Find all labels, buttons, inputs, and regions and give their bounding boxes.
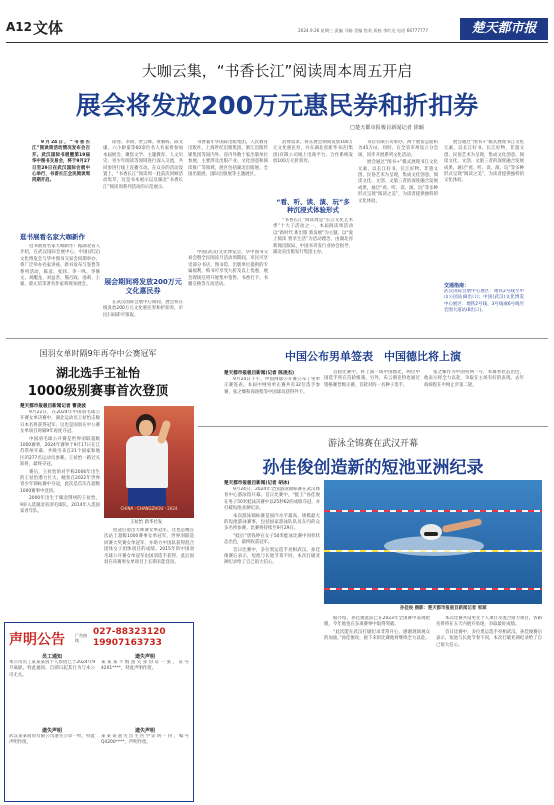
page-header bbox=[0, 0, 554, 43]
traffic-guide bbox=[444, 282, 524, 333]
lead-byline: □楚天都市报极目新闻记者 徐颖 bbox=[350, 125, 424, 131]
tennis-col3: 张之臻作为中国男网一号，本赛季状态出色，他表示将全力以赴，争取在主场有好的表现。去年商竣程在中网止步第二轮。 bbox=[424, 370, 524, 388]
ad-item-title: 遗失声明 bbox=[134, 728, 155, 734]
swimmer-splash bbox=[384, 536, 484, 556]
badminton-headline1: 湖北选手王祉怡 bbox=[55, 366, 140, 380]
lead-col7: 展会通过“图书+”模式展现书江文化元素，以长江好书、长江好物、非遗文创、民俗艺术为呈现，集成文化创意、阅读文化、文创、文旅三者的深度融合发展成果，通过“看、听、读、演、玩”等多种形式呈现“阅读之美”，为读者提供独特的文化体验。 bbox=[444, 140, 524, 184]
masthead-logo: 楚天都市报 bbox=[460, 18, 548, 40]
pool-lane-1 bbox=[324, 510, 542, 512]
lead-col3: 书香嘉年华国际出版集团、人民教育出版社、上海世纪出版集团、浙江出版传媒集团等国内外、省内外数十家出版单位参展，主要涉及出版产业、文化创意和阅读推广等领域，展区包括湖北出版展、全国出版展、国际出版展等主题展区。 bbox=[188, 140, 268, 178]
notice-ad bbox=[4, 622, 194, 802]
badminton-caption: 王祉怡 新华社发 bbox=[130, 520, 163, 525]
section-divider-2 bbox=[198, 426, 548, 427]
ad-subtitle: 广告热线 bbox=[75, 633, 87, 643]
badminton-col2: 度冠后退出大师赛女单冠军，这也是她首次站上超级1000赛事女单冠军，世界羽联巡回赛大奖赛女单冠军，并助力中国队获得混合团体女子团体项目的成绩。2015年的中国羽毛球公开赛女单冠军由国羽选手获得，此后国羽在该赛事女单项目上长期未能登顶。 bbox=[104, 528, 194, 566]
badminton-kicker: 国羽女单时隔9年再夺中公赛冠军 bbox=[39, 349, 157, 358]
ad-phone2: 19907163733 bbox=[93, 638, 162, 648]
ad-item-4 bbox=[101, 727, 189, 768]
badminton-col1: 9月22日，在2024年中国羽毛球公开赛女单决赛中，湖北运动员王祉怡击败日本名将获得冠军，这也是国羽在中公赛女单项目时隔9年再度夺冠。 中国羽毛球公开赛是世界羽联超级1000赛事，2024年赛事于9月17日在江苏常州开幕，共吸引来自21个国家和地区的277名运动员参赛。王祉怡一路过关斩将，最终夺冠。 赛后，王祉怡的对手称2006年出生的王祉怡潜力巨大。她曾在2022年世界青少年锦标赛中夺冠，此次是首次在超级1000赛事中登顶。 2000年出生于湖北荆州的王祉怡，9岁入选湖北省羽毛球队，2014年入选国家青年队。 bbox=[20, 410, 100, 515]
ad-phone1: 027-88323120 bbox=[93, 627, 166, 637]
section-name: 文体 bbox=[33, 19, 64, 37]
lead-col5: 消费需求，将在展会期间发放100万元文化惠民券，并在湖北省新华书店(集团)有限公司线上电商平台、合作系统发放100万元折扣券。 bbox=[273, 140, 353, 165]
ad-item-3 bbox=[9, 727, 95, 768]
ad-item-text: 武汉某某商贸有限公司遗失公章一枚，特此声明作废。 bbox=[9, 734, 95, 746]
ad-title: 声明公告 bbox=[9, 632, 65, 648]
swim-photo-caption: 孙佳俊 摄影：楚天都市报极目新闻记者 邹斌 bbox=[400, 606, 487, 611]
swim-kicker: 游泳全锦赛在武汉开幕 bbox=[327, 439, 418, 449]
lead-col4: 中国(武汉)文化博览会、华中图书交易会暨全民阅读月活动周期间，市民可享受部分书店、图书馆、出版单位提供的专属福利，购书可享受九折及以上优惠，展会现场还将开展集中签售、书香打卡、书籍交换等互动活动。 bbox=[188, 250, 268, 288]
traffic-text: 武汉国际会展中心展区：地铁2号线至中山公园站(B出口)；中国(武汉)文化博览中心展区：地铁2号线、3号线或6号线至宏图大道站(B出口)。 bbox=[444, 289, 524, 314]
swim-col3: 本次比赛共设男女个人项目及混合接力项目，各路名将将在五天内展开角逐，争取最好成绩。 首日比赛中，多位奥运选手亮相武汉。孙佳俊赛后表示，短池与长池节奏不同，本次打破亚洲纪录给了自己很大信心。 bbox=[436, 616, 542, 648]
ad-item-2 bbox=[101, 653, 189, 694]
pool-lane-3 bbox=[324, 588, 542, 590]
swim-byline: 楚天都市报极目新闻(记者 胡冰) bbox=[224, 481, 290, 486]
swim-col1: 9月24日，2024年全国游泳锦标赛在武汉体育中心游泳馆开幕。首日比赛中，“蛙王”孙佳俊在男子50米蛙泳决赛中以25秒62的成绩夺冠，并打破短池亚洲纪录。 本次游泳锦标赛是国内水平最高、规模最大的短池游泳赛事，包括国家游泳队队员在内的众多名将参赛。比赛将持续至9月29日。 “蛙后”唐钱婷在女子50米蛙泳比赛中同样状态出色，最终收获冠军。 首日比赛中，多位奥运选手亮相武汉。孙佳俊赛后表示，短池与长池节奏不同，本次打破亚洲纪录给了自己很大信心。 bbox=[224, 487, 320, 566]
swimmer-arm bbox=[442, 518, 483, 533]
player-shorts bbox=[128, 488, 166, 506]
ad-item-title: 遗失声明 bbox=[134, 654, 155, 660]
lead-col6: 书店有限公司承办。两个展馆总面积为45万㎡，同时，在全省市州设立分会场，同步开展系列文化活动。 展会通过“图书+”模式展现书江文化元素，以长江好书、长江好物、非遗文创、民俗艺术为呈现，集成文化创意、阅读文化、文创、文旅三者的深度融合发展成果，通过“看、听、读、演、玩”等多种形式呈现“阅读之美”，为读者提供独特的文化体验。 bbox=[358, 140, 438, 204]
lead-col2: 徐春、李朗、贾云峰、黄朝晖、陈文谦、六小龄童等60余位名人名家将参加本届展会，聚焦文学、主题教育、人文历史、青少年阅读等领域进行深入交流，共同参进行线上直播互动。在众多的活动设置上，“书香长江”阅读周一此前次回顾活动集萃，这是书本展示以及湖北“书香长江”阅读周系列活动的示范展示。 bbox=[103, 140, 183, 190]
lead-col1-subhead: 逛书展看名家大咖新作 bbox=[20, 233, 85, 241]
lead-col2b: 在武汉国际会展中心期间，展会将在线发放200万元文化惠民券和折扣券，市民扫码即可领取。 bbox=[103, 300, 183, 318]
ad-item-text: 某某某不慎遗失身份证一张，证号4201****，特此声明作废。 bbox=[101, 660, 189, 672]
tennis-col2: 首轮比赛中，将上演一场中国德比，两位中国选手将在首轮相遇。另外，布云朝克特也通过资格赛晋级正赛，首轮对阵一名种子选手。 bbox=[324, 370, 420, 388]
tennis-headline: 中国公布男单签表 中国德比将上演 bbox=[285, 350, 461, 363]
tennis-byline: 楚天都市报极目新闻(记者 陈凌杰) bbox=[224, 371, 295, 376]
lead-headline: 展会将发放200万元惠民券和折扣券 bbox=[75, 91, 479, 120]
tennis-col1: 9月24日下午，中国网球公开赛公布了男单正赛签表。本届中网男单正赛共有32位选手参赛，张之臻和商竣程等中国球员获得外卡。 bbox=[224, 377, 320, 395]
photo-backdrop-text: CHINA · CHANGZHOU · 2024 bbox=[120, 506, 178, 511]
badminton-byline: 楚天都市报极目新闻记者 曹凌波 bbox=[20, 404, 86, 409]
swim-photo bbox=[324, 480, 542, 604]
ad-item-title: 员工通知 bbox=[41, 654, 62, 660]
lead-col1: 逛书展看名家大咖新作！据湖北省人介绍，在武汉国际会展中心，中国(武汉)文化博览会与华中图书交易会同期举办，将广泛举办名家讲座、新书发布与签售等系列活动，陈彦、张炜、李一鸣、李修文、刘醒龙、刘益善、熊召政、池莉、王蒙、蔡元培等著名作家将现身展会。 bbox=[20, 244, 100, 288]
lead-col2-subhead: 展会期间将发放200万元文化惠民券 bbox=[104, 278, 182, 295]
header-rule bbox=[6, 42, 548, 43]
player-arm bbox=[156, 419, 171, 444]
swim-headline: 孙佳俊创造新的短池亚洲纪录 bbox=[262, 458, 484, 478]
section-divider bbox=[6, 338, 548, 339]
page-number: A12 bbox=[6, 20, 32, 34]
swim-col2: 据介绍，孙佳俊此前已在2023年全国赛中表现抢眼，今年他也在多项赛事中取得突破。 “此次能在武汉打破纪录非常开心，感谢现场观众的加油。”孙佳俊说，接下来的比赛他将继续全力以赴。 bbox=[324, 616, 430, 642]
player-face bbox=[139, 420, 153, 436]
traffic-label: 交通指南： bbox=[444, 283, 470, 289]
lead-col5-subhead: “看、听、读、演、玩”多种沉浸式体验形式 bbox=[276, 198, 350, 214]
badminton-headline2: 1000级别赛事首次登顶 bbox=[27, 384, 169, 399]
ad-item-1 bbox=[9, 653, 95, 694]
ad-item-text: 本公司员工某某某因个人原因已于2024年9月离职，特此通知，自即日起其行为与本公司无关。 bbox=[9, 660, 95, 678]
ad-item-text: 某某某遗失出生医学证明一份，编号Q4200****，声明作废。 bbox=[101, 734, 189, 746]
lead-kicker: 大咖云集，“书香长江”阅读周本周五开启 bbox=[141, 62, 413, 80]
badminton-photo bbox=[104, 406, 194, 518]
ad-item-title: 遗失声明 bbox=[41, 728, 62, 734]
lead-col5b: “书香长江”阅读周是“长江文化艺术季”十大子活动之一，本届阅读周活动以“新时代 新出版 新发展”为主题，以“爱上阅读 智享生活”为活动理念，由湖北省新闻出版局、中国书刊发行业协会指导，湖北省出版发行集团主办。 bbox=[273, 218, 353, 256]
lead-intro: 9月24日，“书香长江”阅读周活动情况发布会召开。武汉国际书展暨第19届华中图书交易会，将于9月27日至29日在武汉国际会展中心举行，书香长江全民阅读周同期开启。 bbox=[32, 140, 90, 184]
header-meta: 2024.9.26 星期三 责编 马畅 美编 焦英 质校 李红光 电话 66777777 bbox=[298, 28, 428, 33]
